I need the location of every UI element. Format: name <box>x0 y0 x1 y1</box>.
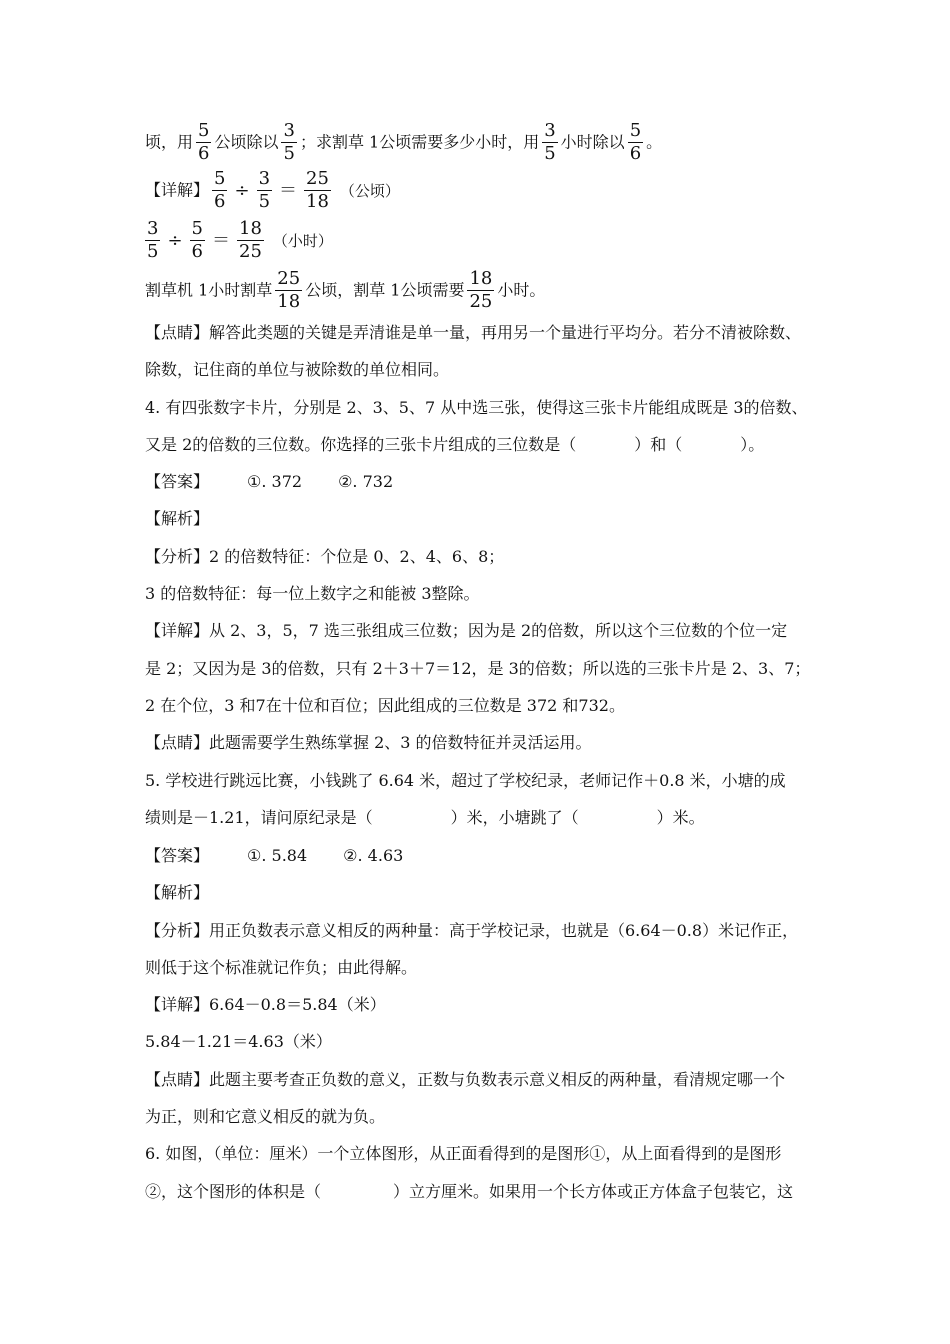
numerator: 5 <box>629 120 642 141</box>
unit-text: （公顷） <box>339 181 400 200</box>
fraction <box>467 268 494 313</box>
numerator: 3 <box>283 120 295 141</box>
denominator: 6 <box>214 191 226 212</box>
question-6-cont <box>145 1181 793 1203</box>
question-4: 4. 有四张数字卡片，分别是 2、3、5、7 从中选三张，使得这三张卡片能组成既是 3的倍数、 <box>145 398 808 417</box>
numerator: 25 <box>277 268 301 289</box>
analysis-line: 3 的倍数特征：每一位上数字之和能被 3整除。 <box>145 584 480 603</box>
text-segment: 公顷除以 <box>214 132 279 152</box>
denominator: 6 <box>629 143 642 164</box>
divide-sign: ÷ <box>167 229 183 251</box>
text-segment: 公顷，割草 1公顷需要 <box>305 280 465 300</box>
text-segment: ）和（ <box>634 435 683 454</box>
answer-label: 【答案】 <box>145 472 210 491</box>
analysis-line: 则低于这个标准就记作负；由此得解。 <box>145 958 418 977</box>
answer-value-2: ②. 732 <box>338 472 394 491</box>
text-segment: 割草机 1小时割草 <box>145 280 273 300</box>
fraction <box>257 168 272 213</box>
answer-line <box>145 845 403 867</box>
conclusion-line <box>145 268 545 313</box>
text-segment: ②，这个图形的体积是（ <box>145 1182 322 1201</box>
question-4-cont <box>145 434 764 456</box>
answer-value-1: ①. 372 <box>247 472 303 491</box>
fraction <box>281 120 296 165</box>
numerator: 18 <box>239 218 262 239</box>
tip-line: 【点睛】此题主要考查正负数的意义，正数与负数表示意义相反的两种量，看清规定哪一个 <box>145 1070 786 1089</box>
tip-line: 【点睛】此题需要学生熟练掌握 2、3 的倍数特征并灵活运用。 <box>145 733 592 752</box>
text-segment: 。 <box>646 132 663 152</box>
denominator: 5 <box>544 143 556 164</box>
numerator: 18 <box>469 268 493 289</box>
detail-label: 【详解】 <box>145 180 210 200</box>
fraction <box>145 218 160 263</box>
numerator: 25 <box>306 168 329 189</box>
analysis-heading: 【解析】 <box>145 509 210 528</box>
detail-line: 5.84－1.21＝4.63（米） <box>145 1032 332 1051</box>
denominator: 25 <box>239 241 262 262</box>
denominator: 6 <box>198 143 210 164</box>
fraction <box>542 120 557 165</box>
analysis-heading: 【解析】 <box>145 883 210 902</box>
detail-line: 是 2；又因为是 3的倍数，只有 2＋3＋7＝12，是 3的倍数；所以选的三张卡片是 2、3、7； <box>145 659 811 678</box>
answer-value-2: ②. 4.63 <box>343 846 404 865</box>
text-segment: 小时。 <box>497 280 546 300</box>
numerator: 5 <box>198 120 210 141</box>
equation-line <box>145 218 333 263</box>
denominator: 5 <box>147 241 159 262</box>
solution-explanation-line <box>145 120 662 165</box>
unit-text: （小时） <box>272 231 333 250</box>
denominator: 18 <box>277 291 301 312</box>
text-segment: 又是 2的倍数的三位数。你选择的三张卡片组成的三位数是（ <box>145 435 577 454</box>
denominator: 18 <box>306 191 329 212</box>
text-segment: 绩则是－1.21，请问原纪录是（ <box>145 808 373 827</box>
fraction <box>237 218 264 263</box>
tip-line-cont: 除数，记住商的单位与被除数的单位相同。 <box>145 360 450 379</box>
numerator: 5 <box>214 168 226 189</box>
question-5: 5. 学校进行跳远比赛，小钱跳了 6.64 米，超过了学校纪录，老师记作＋0.8 米，小塘的成 <box>145 771 786 790</box>
numerator: 3 <box>258 168 271 189</box>
divide-sign: ÷ <box>234 179 250 201</box>
equals-sign: ＝ <box>212 229 230 251</box>
numerator: 3 <box>147 218 159 239</box>
fraction <box>628 120 643 165</box>
tip-line: 【点睛】解答此类题的关键是弄清谁是单一量，再用另一个量进行平均分。若分不清被除数、 <box>145 323 802 342</box>
denominator: 6 <box>191 241 203 262</box>
answer-value-1: ①. 5.84 <box>247 846 308 865</box>
fraction <box>304 168 331 213</box>
denominator: 5 <box>258 191 271 212</box>
detail-line: 【详解】6.64－0.8＝5.84（米） <box>145 995 386 1014</box>
text-segment: ）米，小塘跳了（ <box>450 808 579 827</box>
tip-line-cont: 为正，则和它意义相反的就为负。 <box>145 1107 386 1126</box>
analysis-line: 【分析】用正负数表示意义相反的两种量：高于学校记录，也就是（6.64－0.8）米记作正， <box>145 921 799 940</box>
detail-line: 【详解】从 2、3，5，7 选三张组成三位数；因为是 2的倍数，所以这个三位数的个位一定 <box>145 621 788 640</box>
detail-line: 2 在个位，3 和7在十位和百位；因此组成的三位数是 372 和732。 <box>145 696 625 715</box>
text-segment: ）。 <box>740 435 765 454</box>
text-segment: ）米。 <box>656 808 705 827</box>
answer-label: 【答案】 <box>145 846 210 865</box>
analysis-line: 【分析】2 的倍数特征：个位是 0、2、4、6、8； <box>145 547 505 566</box>
fraction <box>190 218 205 263</box>
fraction <box>196 120 211 165</box>
question-6: 6. 如图，（单位：厘米）一个立体图形，从正面看得到的是图形①，从上面看得到的是图形 <box>145 1144 782 1163</box>
text-segment: ）立方厘米。如果用一个长方体或正方体盒子包装它，这 <box>393 1182 794 1201</box>
fraction <box>212 168 227 213</box>
detail-equation-line <box>145 168 400 213</box>
question-5-cont <box>145 807 705 829</box>
denominator: 25 <box>469 291 493 312</box>
numerator: 5 <box>191 218 203 239</box>
denominator: 5 <box>283 143 295 164</box>
equals-sign: ＝ <box>279 179 298 201</box>
text-segment: ；求割草 1公顷需要多少小时，用 <box>299 132 540 152</box>
text-segment: 小时除以 <box>560 132 625 152</box>
numerator: 3 <box>544 120 556 141</box>
answer-line <box>145 471 393 493</box>
fraction <box>275 268 302 313</box>
text-segment: 顷，用 <box>145 132 194 152</box>
